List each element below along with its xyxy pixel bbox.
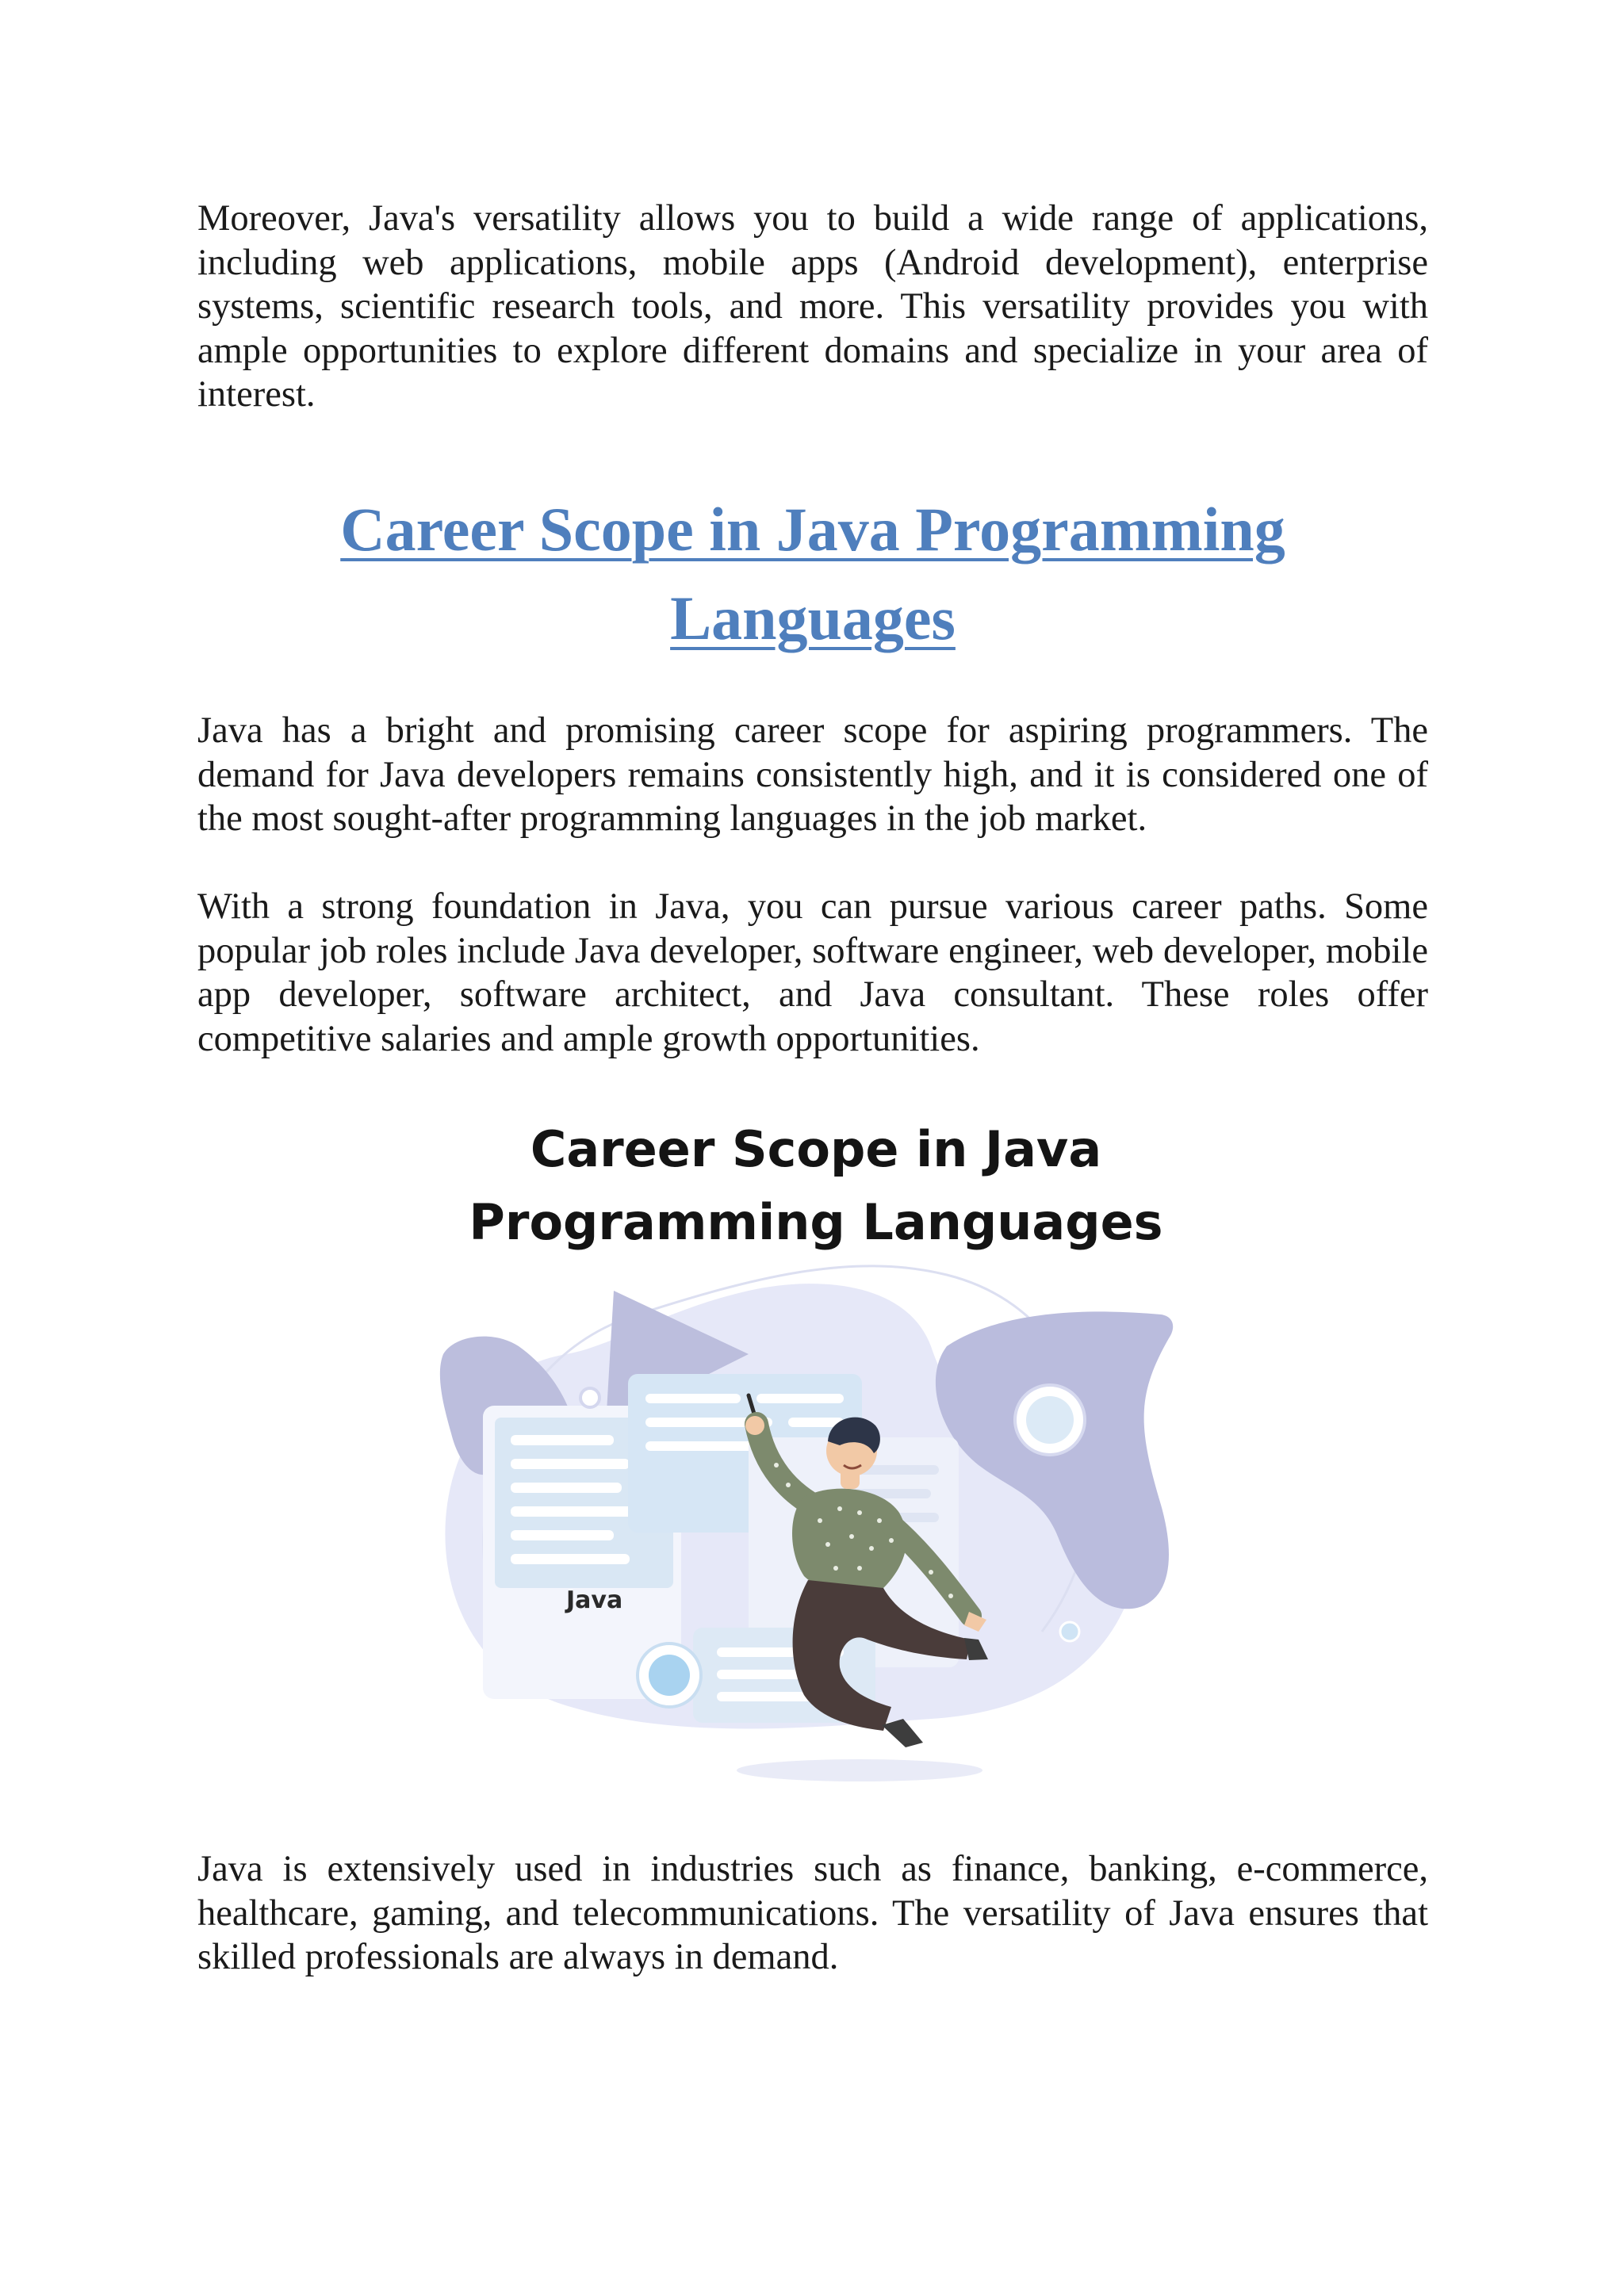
career-paths-paragraph: With a strong foundation in Java, you can pursue various career paths. Some popular job roles include Java developer, software engineer, web developer, mobile app developer, software architect, and Java consultant. These roles offer competitive salaries and ample growth opportunities. [197,886,1428,1059]
illustration-title-line-1: Career Scope in Java [530,1120,1102,1178]
section-heading-text: Career Scope in Java Programming Languages [340,495,1285,652]
career-scope-illustration [376,1093,1256,1797]
industries-paragraph: Java is extensively used in industries such as finance, banking, e-commerce, healthcare, gaming, and telecommunications. The versatility of Java ensures that skilled professionals are always in demand. [197,1849,1428,1977]
intro-paragraph: Moreover, Java's versatility allows you to build a wide range of applications, including web applications, mobile apps (Android development), enterprise systems, scientific research tools, and more. This versatility provides you with ample opportunities to explore different domains and specialize in your area of interest. [197,198,1428,415]
illustration-title [376,1113,1256,1259]
java-card-label: Java [566,1586,623,1614]
decor-circle-left [580,1388,599,1407]
illustration-title-line-2: Programming Languages [469,1193,1163,1251]
target-icon [1015,1385,1085,1455]
decor-circle-right [1060,1622,1079,1641]
section-heading [197,485,1428,663]
career-scope-paragraph: Java has a bright and promising career scope for aspiring programmers. The demand for Java developers remains consistently high, and it is considered one of the most sought-after programming languages in the job market. [197,710,1428,839]
person-shadow [737,1759,982,1781]
chat-bubble-icon [638,1644,701,1707]
